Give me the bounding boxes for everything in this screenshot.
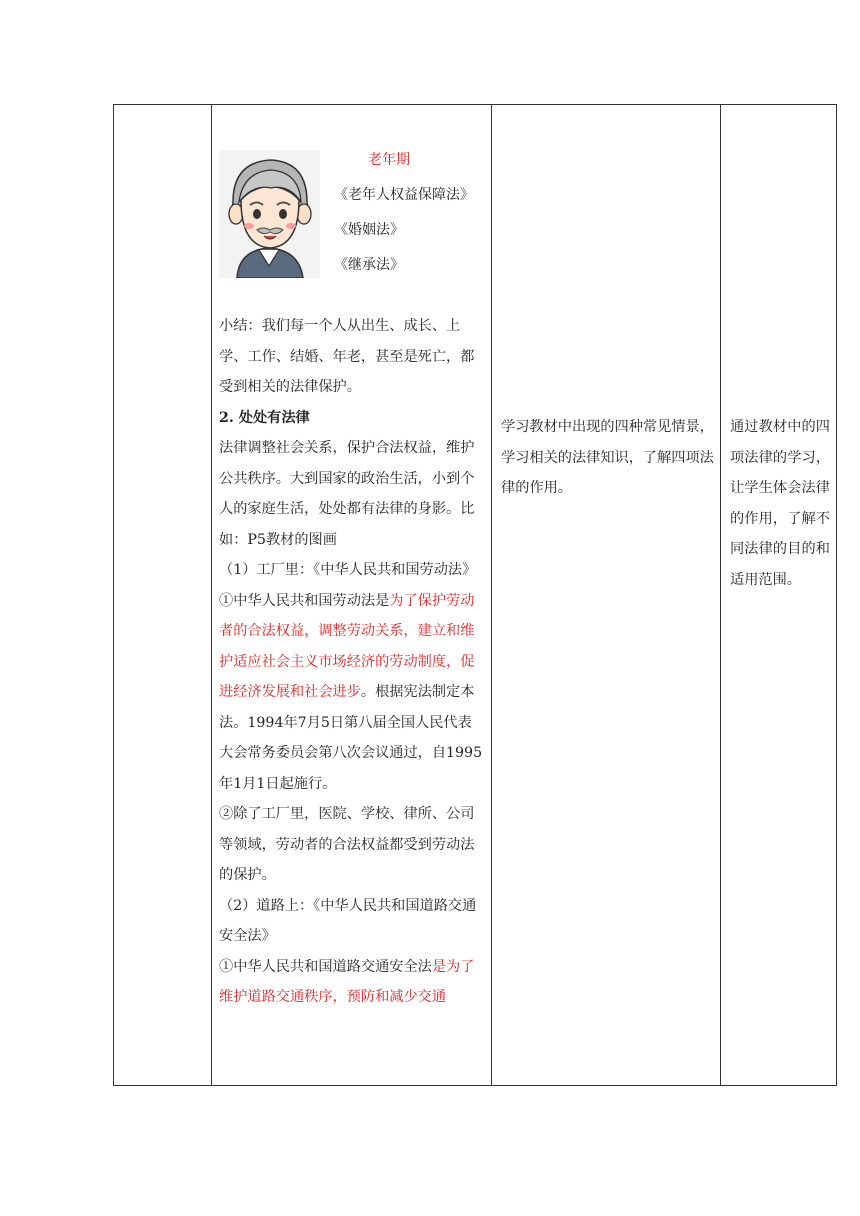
item1-p1-plain: ①中华人民共和国劳动法是 (219, 592, 390, 609)
blank-column (114, 105, 212, 1086)
section-heading: 2. 处处有法律 (219, 409, 310, 426)
grandfather-illustration (219, 150, 320, 278)
old-age-laws (320, 111, 485, 283)
item1-p1-highlight: 为了保护劳动者的合法权益，调整劳动关系，建立和维护适应社会主义市场经济的劳动制度，促进经济发展和社会进步 (219, 592, 475, 700)
item1-paragraph2: ②除了工厂里，医院、学校、律所、公司等领域，劳动者的合法权益都受到劳动法的保护。 (219, 806, 475, 883)
law-item: 《婚姻法》 (334, 222, 404, 238)
law-item: 《老年人权益保障法》 (334, 187, 474, 203)
design-intent-cell (721, 105, 837, 1086)
item2-title: （2）道路上：《中华人民共和国道路交通安全法》 (219, 897, 477, 944)
student-activity-cell (492, 105, 721, 1086)
student-activity-text: 学习教材中出现的四种常见情景，学习相关的法律知识，了解四项法律的作用。 (501, 419, 714, 496)
old-age-title: 老年期 (368, 152, 410, 168)
item1-p1-rest: 。根据宪法制定本法。1994年7月5日第八届全国人民代表大会常务委员会第八次会议通过，自1995年1月1日起施行。 (219, 684, 483, 792)
item2-p1-plain: ①中华人民共和国道路交通安全法 (219, 958, 432, 975)
old-age-block (219, 111, 485, 311)
section-intro: 法律调整社会关系，保护合法权益，维护公共秩序。大到国家的政治生活，小到个人的家庭生活，处处都有法律的身影。比如：P5教材的图画 (219, 440, 475, 548)
lesson-table (113, 104, 837, 1086)
design-intent-text: 通过教材中的四项法律的学习，让学生体会法律的作用，了解不同法律的目的和适用范围。 (730, 419, 830, 588)
item1-title: （1）工厂里：《中华人民共和国劳动法》 (219, 562, 477, 578)
summary-text: 小结：我们每一个人从出生、成长、上学、工作、结婚、年老，甚至是死亡，都受到相关的法律保护。 (219, 318, 475, 395)
teaching-content-cell (212, 105, 492, 1086)
grandfather-icon (219, 150, 320, 278)
item2-paragraph1 (219, 952, 485, 1013)
item1-paragraph1 (219, 586, 485, 800)
item2-p1-highlight: 是为了维护道路交通秩序，预防和减少交通 (219, 958, 475, 1005)
law-item: 《继承法》 (334, 257, 404, 273)
